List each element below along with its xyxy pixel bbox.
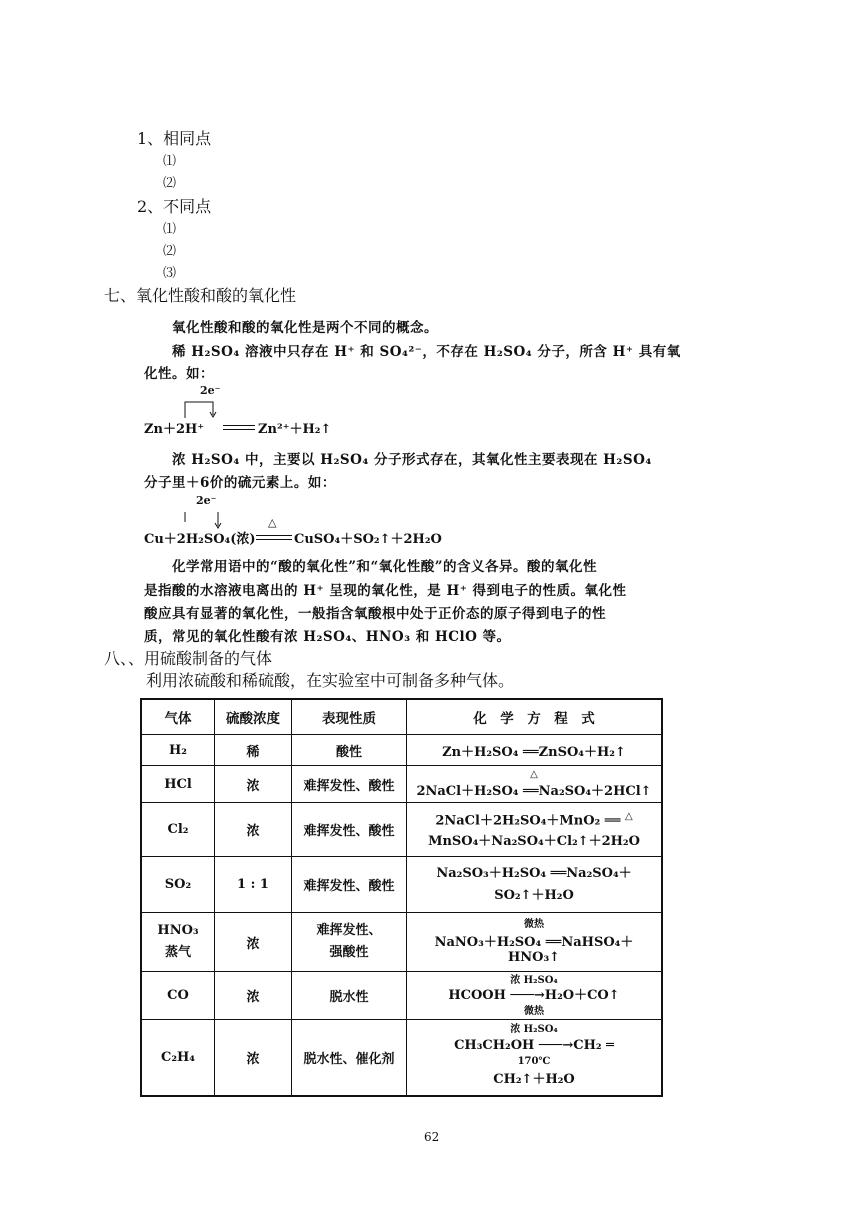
reaction-condition: 微热: [524, 919, 544, 930]
concentration-cell: 浓: [215, 972, 292, 1020]
concentration-cell: 浓: [215, 1020, 292, 1096]
column-header: 表现性质: [292, 699, 407, 735]
column-header: 化 学 方 程 式: [407, 699, 663, 735]
property-cell: 难挥发性、酸性: [292, 766, 407, 803]
equation-2-right: CuSO₄＋SO₂↑＋2H₂O: [294, 532, 442, 547]
paragraph: 化学常用语中的“酸的氧化性”和“氧化性酸”的含义各异。酸的氧化性: [172, 559, 598, 575]
equals-sign: [256, 535, 292, 540]
paragraph: 浓 H₂SO₄ 中，主要以 H₂SO₄ 分子形式存在，其氧化性主要表现在 H₂SO₄: [172, 452, 652, 468]
page-number: 62: [424, 1130, 440, 1144]
column-header: 气体: [141, 699, 215, 735]
gas-cell: C₂H₄: [141, 1020, 215, 1096]
equation-cell: [407, 766, 663, 803]
reaction-condition: 浓 H₂SO₄: [510, 1024, 558, 1036]
paragraph: 化性。如：: [144, 366, 214, 382]
column-header: 硫酸浓度: [215, 699, 292, 735]
section-8-intro: 利用浓硫酸和稀硫酸，在实验室中可制备多种气体。: [146, 671, 515, 690]
reaction-condition: △: [624, 811, 633, 823]
property-line: 难挥发性、: [316, 923, 382, 938]
equation-2-left: Cu＋2H₂SO₄(浓): [144, 532, 256, 547]
gas-line: 蒸气: [164, 945, 191, 960]
equation-line: 2NaCl＋2H₂SO₄＋MnO₂ ══ △: [435, 811, 633, 829]
outline-item: ⑵: [163, 176, 177, 191]
equation-cell: [407, 1020, 663, 1096]
reaction-condition: 170℃: [517, 1056, 551, 1068]
paragraph: 酸应具有显著的氧化性，一般指含氧酸根中处于正价态的原子得到电子的性: [144, 606, 606, 622]
equation-cell: [407, 857, 663, 913]
electron-transfer-label: 2e⁻: [200, 384, 221, 397]
equation-line: CH₃CH₂OH ───→CH₂ ═: [454, 1038, 614, 1054]
outline-similarities: 1、相同点: [137, 129, 212, 148]
heat-symbol: △: [268, 516, 277, 529]
electron-transfer-arrow: [180, 398, 220, 420]
reaction-condition: 微热: [524, 1005, 544, 1017]
gas-preparation-table: [140, 698, 663, 1097]
concentration-cell: 浓: [215, 803, 292, 857]
paragraph: 是指酸的水溶液电离出的 H⁺ 呈现的氧化性，是 H⁺ 得到电子的性质。氧化性: [144, 583, 627, 599]
table-row: [141, 857, 662, 913]
gas-cell: Cl₂: [141, 803, 215, 857]
table-row: [141, 1020, 662, 1096]
table-header-row: [141, 699, 662, 735]
equation-1-left: Zn＋2H⁺: [144, 422, 205, 437]
equation-cell: [407, 803, 663, 857]
outline-item: ⑵: [163, 244, 177, 259]
equation-cell: [407, 735, 663, 766]
concentration-cell: 稀: [215, 735, 292, 766]
table-row: [141, 735, 662, 766]
gas-line: HNO₃: [157, 923, 199, 938]
equation-cell: [407, 913, 663, 972]
table-row: [141, 766, 662, 803]
property-cell: 脱水性: [292, 972, 407, 1020]
equation-line: CH₂↑＋H₂O: [493, 1072, 575, 1088]
gas-cell: SO₂: [141, 857, 215, 913]
paragraph: 质，常见的氧化性酸有浓 H₂SO₄、HNO₃ 和 HClO 等。: [144, 629, 511, 645]
paragraph: 氧化性酸和酸的氧化性是两个不同的概念。: [172, 320, 438, 336]
equation-1-right: Zn²⁺＋H₂↑: [258, 422, 332, 437]
property-cell: 酸性: [292, 735, 407, 766]
equals-sign: [223, 425, 255, 430]
table-row: [141, 972, 662, 1020]
electron-transfer-arrow: [178, 508, 228, 530]
gas-cell: HCl: [141, 766, 215, 803]
concentration-cell: 浓: [215, 766, 292, 803]
outline-item: ⑴: [163, 154, 177, 169]
gas-cell: CO: [141, 972, 215, 1020]
table-row: [141, 803, 662, 857]
outline-differences: 2、不同点: [137, 197, 212, 216]
equation-line: MnSO₄＋Na₂SO₄＋Cl₂↑＋2H₂O: [428, 833, 640, 849]
equation-line: Na₂SO₃＋H₂SO₄ ══Na₂SO₄＋: [436, 865, 632, 881]
concentration-cell: 1 : 1: [215, 857, 292, 913]
equation-line: 2NaCl＋H₂SO₄ ══Na₂SO₄＋2HCl↑: [416, 783, 652, 799]
reaction-condition: △: [530, 768, 538, 780]
electron-transfer-label: 2e⁻: [196, 494, 217, 507]
equation-line: SO₂↑＋H₂O: [494, 887, 574, 903]
paragraph: 稀 H₂SO₄ 溶液中只存在 H⁺ 和 SO₄²⁻，不存在 H₂SO₄ 分子，所含 H⁺ 具有氧: [172, 344, 681, 360]
equation-line: Zn＋H₂SO₄ ══ZnSO₄＋H₂↑: [442, 744, 626, 760]
equation-line: NaNO₃＋H₂SO₄ ══NaHSO₄＋HNO₃↑: [434, 935, 634, 965]
property-line: 强酸性: [329, 945, 369, 960]
property-cell: 难挥发性、酸性: [292, 857, 407, 913]
gas-cell: H₂: [141, 735, 215, 766]
outline-item: ⑴: [163, 222, 177, 237]
section-8-heading: 八、、用硫酸制备的气体: [104, 649, 273, 668]
gas-cell: [141, 913, 215, 972]
reaction-condition: 浓 H₂SO₄: [510, 974, 558, 986]
property-cell: [292, 913, 407, 972]
concentration-cell: 浓: [215, 913, 292, 972]
table-row: [141, 913, 662, 972]
section-7-heading: 七、氧化性酸和酸的氧化性: [104, 286, 297, 305]
property-cell: 脱水性、催化剂: [292, 1020, 407, 1096]
paragraph: 分子里＋6价的硫元素上。如：: [144, 475, 336, 491]
equation-cell: [407, 972, 663, 1020]
outline-item: ⑶: [163, 266, 177, 281]
equation-line: HCOOH ───→H₂O＋CO↑: [448, 987, 620, 1003]
property-cell: 难挥发性、酸性: [292, 803, 407, 857]
